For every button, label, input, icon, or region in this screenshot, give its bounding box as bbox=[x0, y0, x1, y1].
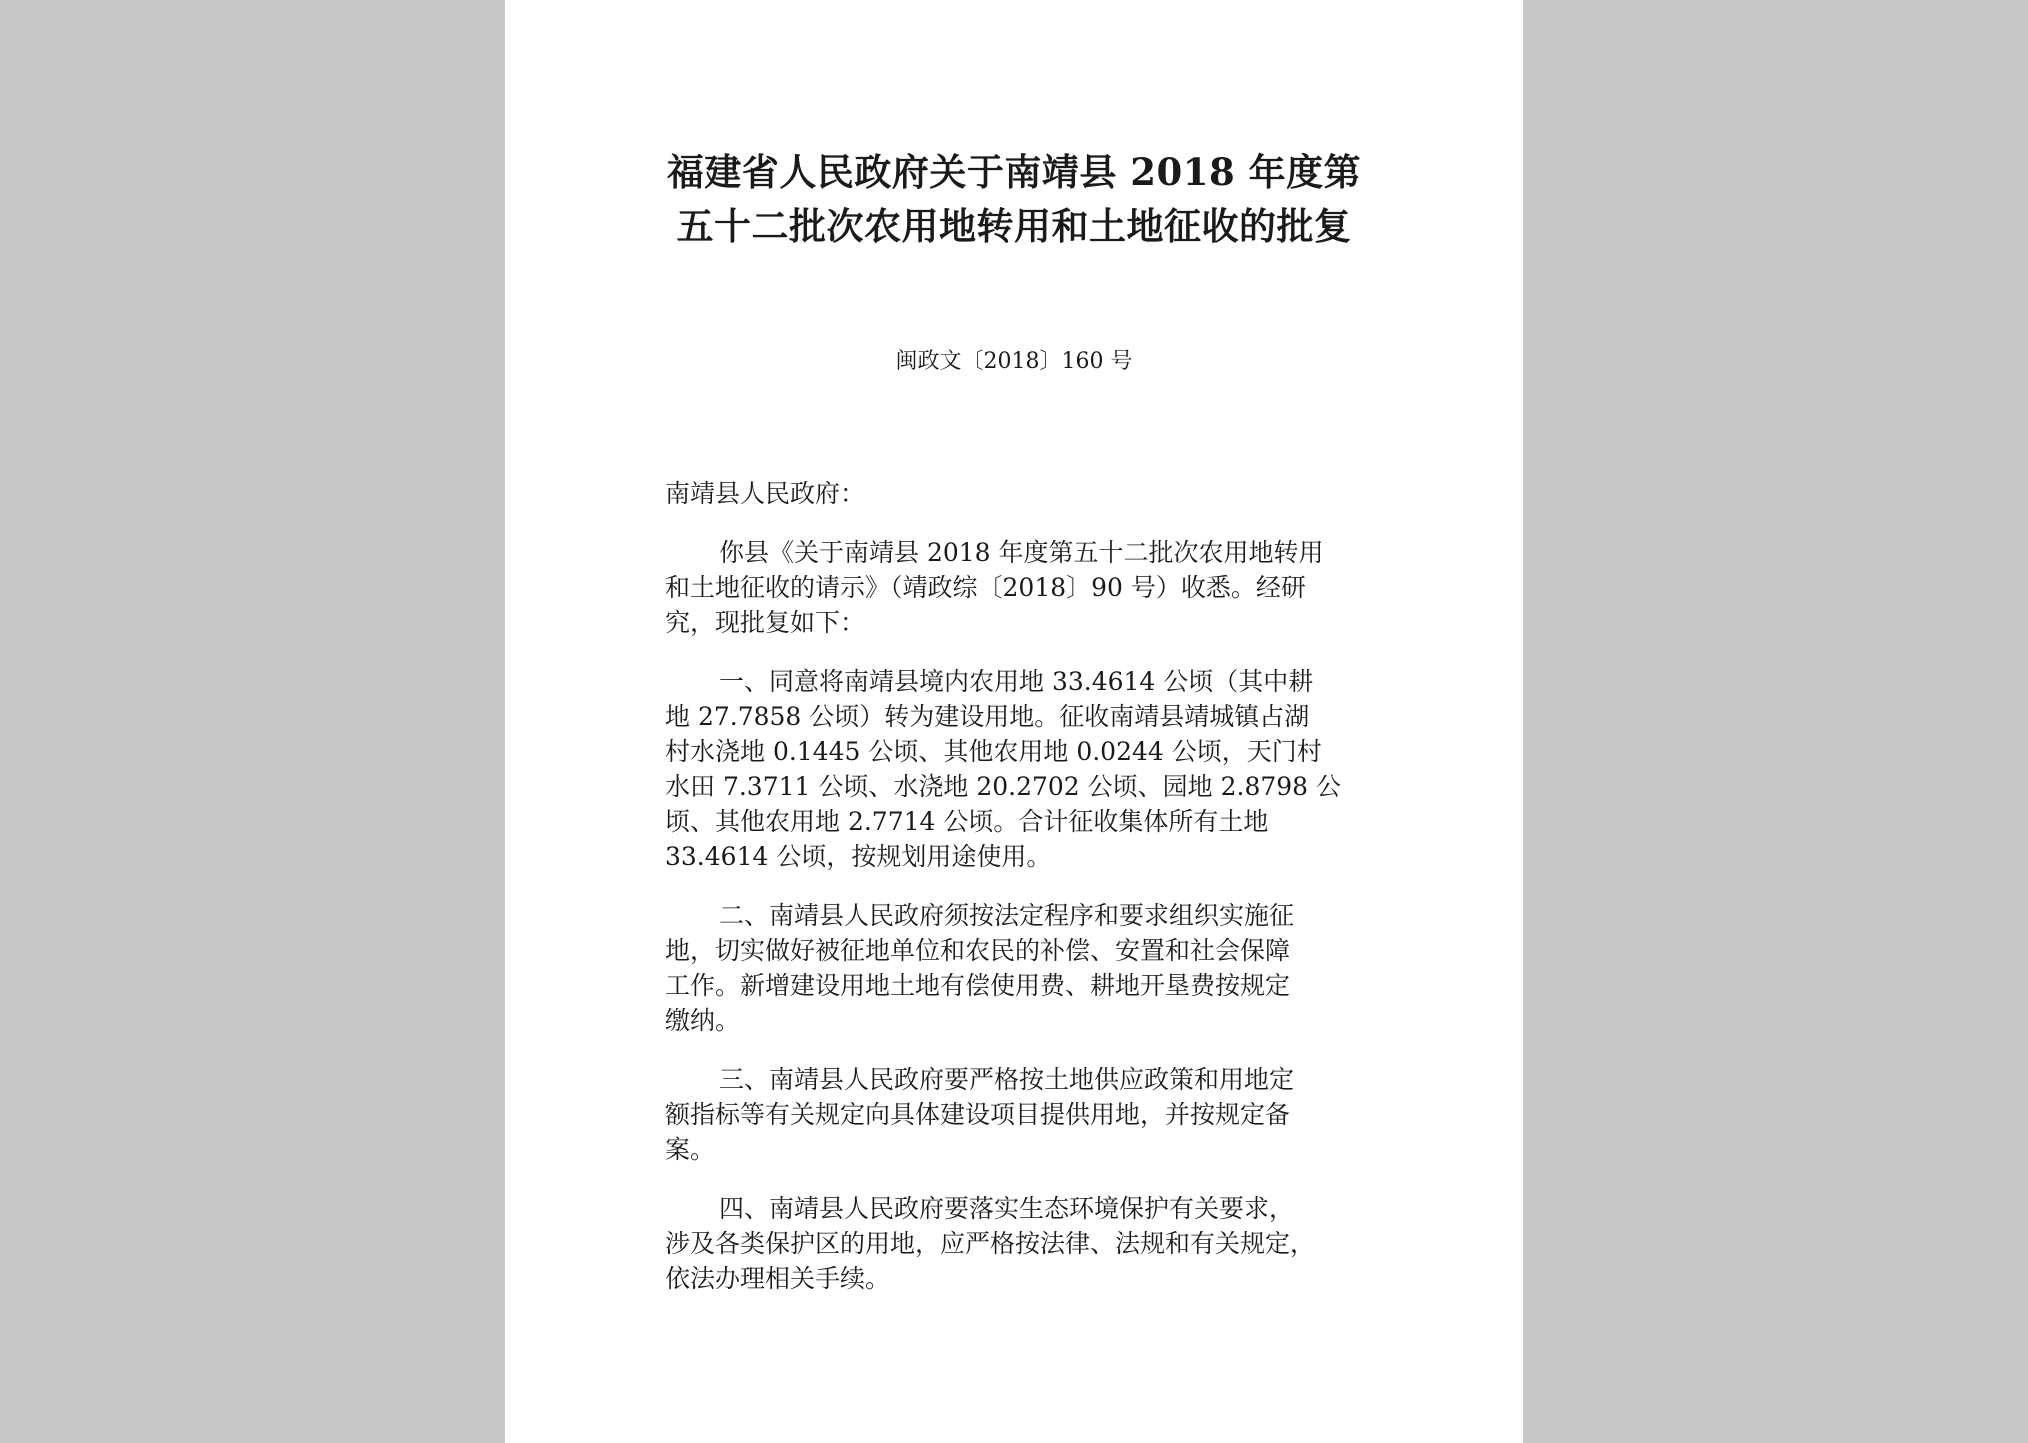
paragraph-line: 工作。新增建设用地土地有偿使用费、耕地开垦费按规定 bbox=[665, 971, 1291, 1000]
paragraph bbox=[665, 898, 1365, 1038]
paragraph-line: 33.4614 公顷，按规划用途使用。 bbox=[665, 842, 1052, 871]
document-number: 闽政文〔2018〕160 号 bbox=[895, 349, 1133, 374]
paragraph-line: 案。 bbox=[665, 1135, 716, 1164]
paragraph-line: 地 27.7858 公顷）转为建设用地。征收南靖县靖城镇占湖 bbox=[665, 702, 1310, 731]
paragraph-line: 依法办理相关手续。 bbox=[665, 1264, 891, 1293]
paragraph-line: 三、南靖县人民政府要严格按土地供应政策和用地定 bbox=[719, 1065, 1295, 1094]
paragraph-line: 你县《关于南靖县 2018 年度第五十二批次农用地转用 bbox=[719, 538, 1324, 567]
paragraph-line: 涉及各类保护区的用地，应严格按法律、法规和有关规定， bbox=[665, 1229, 1316, 1258]
document-body bbox=[665, 476, 1365, 1320]
paragraph-line: 缴纳。 bbox=[665, 1006, 741, 1035]
paragraph bbox=[665, 664, 1365, 874]
document-title bbox=[505, 145, 1523, 253]
title-line: 福建省人民政府关于南靖县 2018 年度第 bbox=[666, 150, 1362, 194]
paragraph-line: 和土地征收的请示》（靖政综〔2018〕90 号）收悉。经研 bbox=[665, 573, 1306, 602]
paragraph bbox=[665, 535, 1365, 640]
paragraph bbox=[665, 1062, 1365, 1167]
document-page bbox=[505, 0, 1523, 1443]
paragraph-line: 村水浇地 0.1445 公顷、其他农用地 0.0244 公顷，天门村 bbox=[665, 737, 1322, 766]
salutation: 南靖县人民政府： bbox=[665, 479, 866, 508]
paragraph-line: 二、南靖县人民政府须按法定程序和要求组织实施征 bbox=[719, 901, 1295, 930]
paragraph bbox=[665, 1191, 1365, 1296]
paragraph-line: 四、南靖县人民政府要落实生态环境保护有关要求， bbox=[719, 1194, 1295, 1223]
paragraph-line: 顷、其他农用地 2.7714 公顷。合计征收集体所有土地 bbox=[665, 807, 1269, 836]
paragraph-line: 一、同意将南靖县境内农用地 33.4614 公顷（其中耕 bbox=[719, 667, 1314, 696]
title-line: 五十二批次农用地转用和土地征收的批复 bbox=[676, 204, 1352, 248]
paragraph-line: 水田 7.3711 公顷、水浇地 20.2702 公顷、园地 2.8798 公 bbox=[665, 772, 1342, 801]
paragraph-line: 地，切实做好被征地单位和农民的补偿、安置和社会保障 bbox=[665, 936, 1291, 965]
paragraph-line: 额指标等有关规定向具体建设项目提供用地，并按规定备 bbox=[665, 1100, 1291, 1129]
paragraph-line: 究，现批复如下： bbox=[665, 608, 866, 637]
